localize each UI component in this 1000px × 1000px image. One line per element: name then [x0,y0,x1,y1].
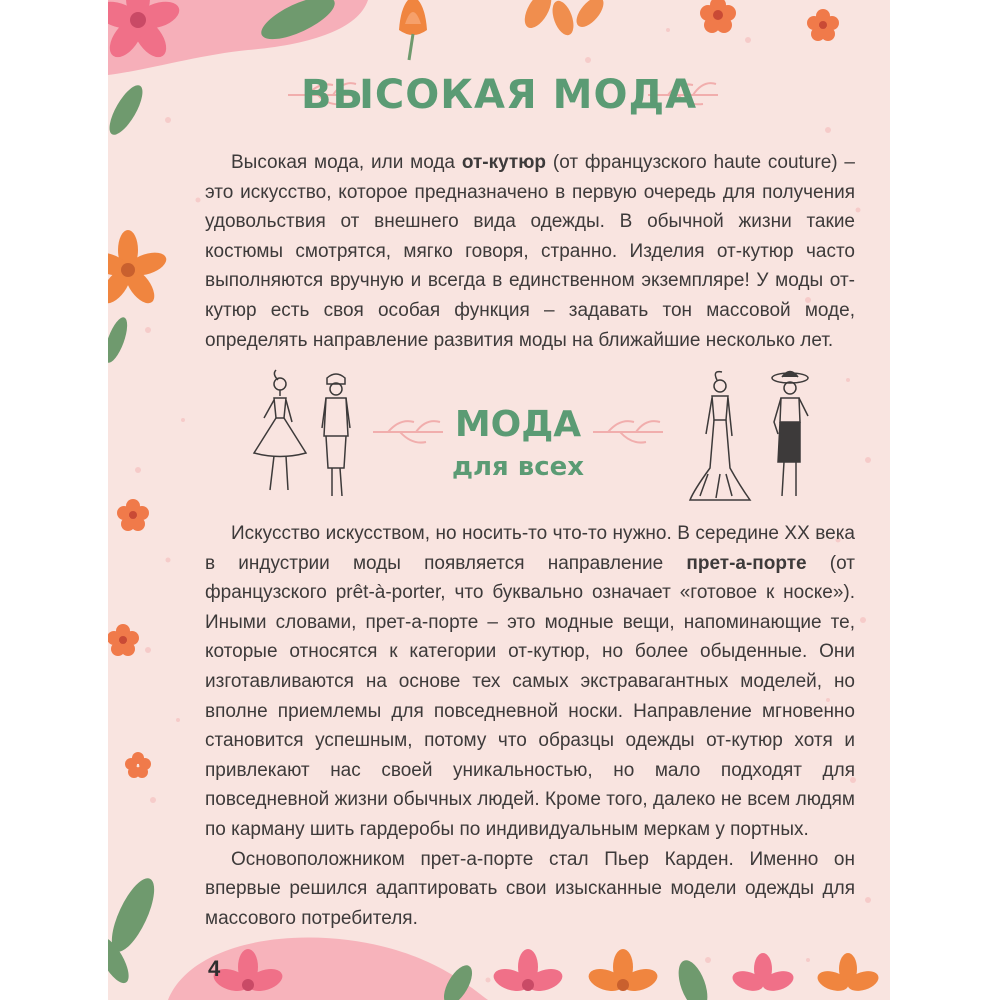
flower-icon [491,949,565,995]
flower-icon [815,953,881,995]
dress-figure-icon [254,370,306,490]
leaf-icon [108,873,163,988]
flower-icon [730,953,796,995]
page-title: ВЫСОКАЯ МОДА [300,72,698,118]
paragraph-pret-a-porter: Искусство искусством, но носить-то что-то нужно. В середине XX века в индустрии моды появляется направление прет-а-порте (от французского prêt-à-porter, что буквально означает «готовое к носке»). Иными словами, прет-а-порте – это модные вещи, напоминающие те, которые относятся к категории от-кутюр, но более обыденные. Они изготавливаются на основе тех самых экстравагантных моделей, но вполне приемлемы для повседневной носки. Направление мгновенно становится успешным, потому что образцы одежды от-кутюр хотя и привлекают нас своей уникальностью, но мало подходят для повседневной жизни обычных людей. Кроме того, далеко не всем людям по карману шить гардеробы по индивидуальным меркам у портных. Основоположником прет-а-порте стал Пьер Карден. Именно он впервые решился адаптировать свои изысканные модели одежды для массового потребителя. [205,519,855,933]
section-title-line1: МОДА [454,404,582,445]
book-page [108,0,890,1000]
paragraph-haute-couture: Высокая мода, или мода от-кутюр (от французского haute couture) – это искусство, которое предназначено в первую очередь для получения удовольствия от внешнего вида одежды. В обычной жизни такие костюмы смотрятся, мягко говоря, странно. Изделия от-кутюр часто выполняются вручную и всегда в единственном экземпляре! У моды от-кутюр есть своя особая функция – задавать тон массовой моде, определять направление развития моды на ближайшие несколько лет. [205,152,855,351]
flower-icon [117,499,149,531]
flower-icon [108,230,169,308]
flower-icon [108,624,139,656]
flower-icon [125,752,151,778]
gown-figure-icon [690,372,750,500]
flower-icon [700,0,736,33]
flower-icon [586,949,660,995]
paragraph-pierre-cardin: Основоположником прет-а-порте стал Пьер Карден. Именно он впервые решился адаптировать свои изысканные модели одежды для массового потребителя. [205,848,855,929]
hat-figure-icon [772,372,808,497]
leaf-icon [108,315,132,366]
flower-icon [807,9,839,41]
term-pret-a-porter: прет-а-порте [686,552,807,574]
section-title [438,405,598,483]
leaf-icon [519,0,608,38]
suit-figure-icon [322,374,350,496]
term-haute-couture: от-кутюр [461,152,547,173]
leaf-icon [438,956,713,1000]
page-number: 4 [208,956,221,981]
flower-icon [399,0,427,60]
section-title-line2: для всех [451,452,585,482]
